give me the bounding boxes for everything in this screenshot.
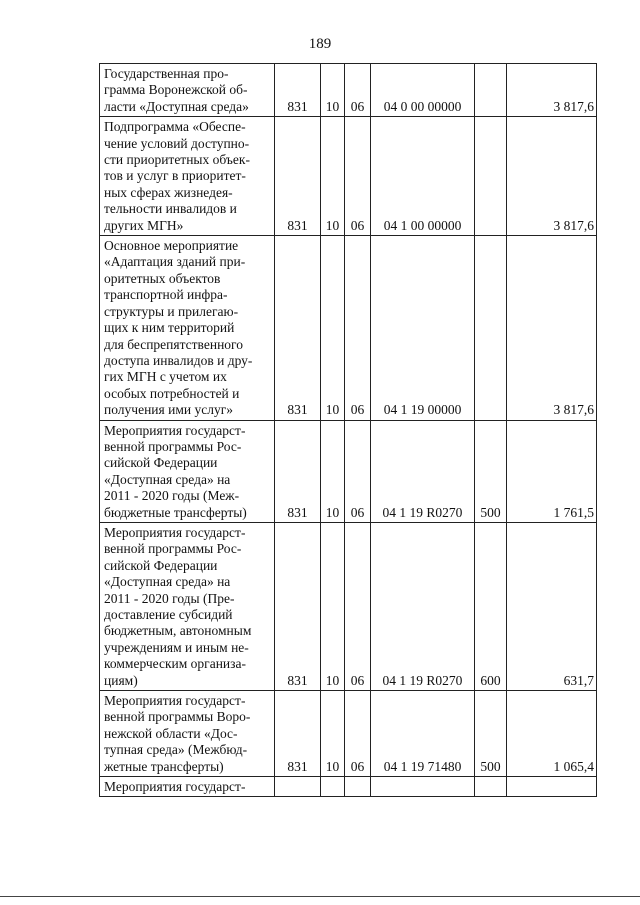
budget-table (99, 63, 597, 797)
rz-cell: 10 (321, 117, 345, 236)
gr-cell: 831 (275, 420, 321, 522)
csr-cell: 04 1 00 00000 (371, 117, 475, 236)
table-row (100, 691, 597, 777)
sum-cell: 631,7 (507, 522, 597, 690)
table-row (100, 117, 597, 236)
pr-cell: 06 (345, 691, 371, 777)
pr-cell (345, 777, 371, 797)
table-row-continued (100, 777, 597, 797)
pr-cell: 06 (345, 117, 371, 236)
csr-cell: 04 1 19 71480 (371, 691, 475, 777)
gr-cell: 831 (275, 236, 321, 420)
vr-cell (475, 777, 507, 797)
rz-cell: 10 (321, 691, 345, 777)
csr-cell: 04 0 00 00000 (371, 64, 475, 117)
vr-cell (475, 117, 507, 236)
gr-cell: 831 (275, 691, 321, 777)
pr-cell: 06 (345, 64, 371, 117)
page-number: 189 (308, 36, 332, 52)
sum-cell: 3 817,6 (507, 236, 597, 420)
pr-cell: 06 (345, 420, 371, 522)
vr-cell (475, 64, 507, 117)
csr-cell: 04 1 19 R0270 (371, 420, 475, 522)
gr-cell: 831 (275, 64, 321, 117)
sum-cell: 1 761,5 (507, 420, 597, 522)
table-row (100, 420, 597, 522)
row-name: Мероприятия государст- венной программы Рос- сийской Федерации «Доступная среда» на 2011 - 2020 годы (Меж- бюджетные трансферты) (100, 420, 275, 522)
csr-cell: 04 1 19 R0270 (371, 522, 475, 690)
sum-cell: 1 065,4 (507, 691, 597, 777)
vr-cell: 500 (475, 691, 507, 777)
rz-cell: 10 (321, 420, 345, 522)
csr-cell: 04 1 19 00000 (371, 236, 475, 420)
vr-cell: 600 (475, 522, 507, 690)
table-row (100, 236, 597, 420)
gr-cell (275, 777, 321, 797)
vr-cell (475, 236, 507, 420)
pr-cell: 06 (345, 522, 371, 690)
page-bottom-rule (0, 896, 640, 897)
rz-cell: 10 (321, 236, 345, 420)
pr-cell: 06 (345, 236, 371, 420)
row-name: Мероприятия государст- венной программы Рос- сийской Федерации «Доступная среда» на 2011 - 2020 годы (Пре- доставление субсидий бюджетным, автономным учреждениям и иным не- коммерческим организа- циям) (100, 522, 275, 690)
sum-cell (507, 777, 597, 797)
rz-cell: 10 (321, 522, 345, 690)
rz-cell: 10 (321, 64, 345, 117)
csr-cell (371, 777, 475, 797)
row-name: Государственная про- грамма Воронежской об- ласти «Доступная среда» (100, 64, 275, 117)
table-row (100, 522, 597, 690)
row-name: Мероприятия государст- (100, 777, 275, 797)
row-name: Основное мероприятие «Адаптация зданий при- оритетных объектов транспортной инфра- структуры и прилегаю- щих к ним территорий для беспрепятственного доступа инвалидов и дру- гих МГН с учетом их особых потребностей и получения ими услуг» (100, 236, 275, 420)
vr-cell: 500 (475, 420, 507, 522)
row-name: Мероприятия государст- венной программы Воро- нежской области «Дос- тупная среда» (Межбюд- жетные трансферты) (100, 691, 275, 777)
gr-cell: 831 (275, 117, 321, 236)
sum-cell: 3 817,6 (507, 117, 597, 236)
row-name: Подпрограмма «Обеспе- чение условий доступно- сти приоритетных объек- тов и услуг в приоритет- ных сферах жизнедея- тельности инвалидов и других МГН» (100, 117, 275, 236)
sum-cell: 3 817,6 (507, 64, 597, 117)
table-row (100, 64, 597, 117)
rz-cell (321, 777, 345, 797)
gr-cell: 831 (275, 522, 321, 690)
